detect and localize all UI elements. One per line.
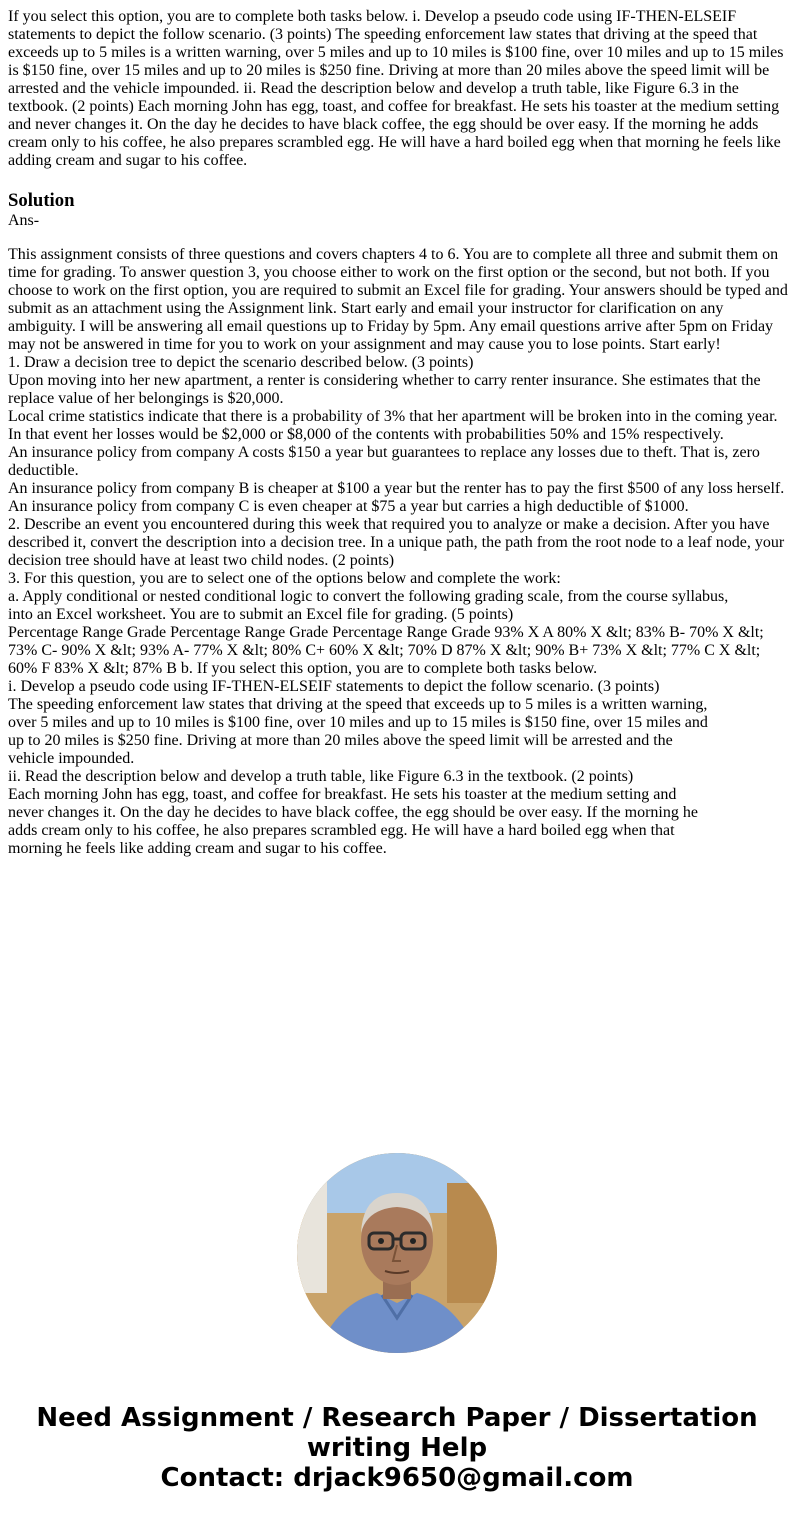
contact-banner (0, 1403, 794, 1493)
solution-line: up to 20 miles is $250 fine. Driving at more than 20 miles above the speed limit will be arrested and the (8, 732, 673, 749)
solution-line: never changes it. On the day he decides to have black coffee, the egg should be over easy. If the morning he (8, 804, 698, 821)
solution-line: vehicle impounded. (8, 750, 135, 767)
solution-body (8, 246, 788, 858)
solution-line: into an Excel worksheet. You are to submit an Excel file for grading. (5 points) (8, 606, 514, 623)
answer-label: Ans- (8, 212, 40, 229)
contact-email: Contact: drjack9650@gmail.com (160, 1463, 634, 1493)
solution-line: a. Apply conditional or nested conditional logic to convert the following grading scale, from the course syllabus, (8, 588, 729, 605)
banner-line: Need Assignment / Research Paper / Dissertation (36, 1403, 758, 1433)
solution-line: submit as an attachment using the Assignment link. Start early and email your instructor for clarification on any ambiguity. I will be answering all email questions up to Friday by 5pm. Any email questions arrive after 5pm on Friday may not be answered in time for you to work on your assignment and may cause you to lose points. Start early! (8, 300, 774, 353)
solution-line: i. Develop a pseudo code using IF-THEN-ELSEIF statements to depict the follow scenario. (3 points) (8, 678, 660, 695)
solution-line: Each morning John has egg, toast, and coffee for breakfast. He sets his toaster at the medium setting and (8, 786, 677, 803)
solution-line: An insurance policy from company B is cheaper at $100 a year but the renter has to pay the first $500 of any loss herself. An insurance policy from company C is even cheaper at $75 a year but carries a high deductible of $1000. (8, 480, 785, 515)
solution-line: An insurance policy from company A costs $150 a year but guarantees to replace any losses due to theft. That is, zero deductible. (8, 444, 760, 479)
banner-line: writing Help (306, 1433, 488, 1463)
solution-line: 1. Draw a decision tree to depict the scenario described below. (3 points) (8, 354, 474, 371)
solution-line: ii. Read the description below and develop a truth table, like Figure 6.3 in the textbook. (2 points) (8, 768, 634, 785)
solution-line: This assignment consists of three questions and covers chapters 4 to 6. You are to complete all three and submit them on time for grading. To answer question 3, you choose either to work on the first option or the second, but not both. If you choose to work on the first option, you are required to submit an Excel file for grading. Your answers should be typed and (8, 246, 788, 299)
solution-line: over 5 miles and up to 10 miles is $100 fine, over 10 miles and up to 15 miles is $150 fine, over 15 miles and (8, 714, 708, 731)
solution-line: adds cream only to his coffee, he also prepares scrambled egg. He will have a hard boiled egg when that (8, 822, 675, 839)
solution-line: The speeding enforcement law states that driving at the speed that exceeds up to 5 miles is a written warning, (8, 696, 708, 713)
solution-heading: Solution (8, 190, 75, 211)
author-photo (297, 1153, 497, 1353)
solution-line: 2. Describe an event you encountered during this week that required you to analyze or make a decision. After you have described it, convert the description into a decision tree. In a unique path, the path from the root node to a leaf node, your decision tree should have at least two child nodes. (2 points) (8, 516, 785, 569)
solution-line: morning he feels like adding cream and sugar to his coffee. (8, 840, 387, 857)
solution-line: Local crime statistics indicate that there is a probability of 3% that her apartment will be broken into in the coming year. In that event her losses would be $2,000 or $8,000 of the contents with probabilities 50% and 15% respectively. (8, 408, 778, 443)
person-portrait-icon (297, 1153, 497, 1353)
solution-line: 3. For this question, you are to select one of the options below and complete the work: (8, 570, 561, 587)
solution-line: Percentage Range Grade Percentage Range Grade Percentage Range Grade 93% X A 80% X &lt; 83% B- 70% X &lt; 73% C- 90% X &lt; 93% A- 77% X &lt; 80% C+ 60% X &lt; 70% D 87% X &lt; 90% B+ 73% X &lt; 77% C X &lt; 60% F 83% X &lt; 87% B b. If you select this option, you are to complete both tasks below. (8, 624, 764, 677)
solution-line: Upon moving into her new apartment, a renter is considering whether to carry renter insurance. She estimates that the replace value of her belongings is $20,000. (8, 372, 761, 407)
main-content (8, 8, 788, 858)
question-text: If you select this option, you are to complete both tasks below. i. Develop a pseudo code using IF-THEN-ELSEIF statements to depict the follow scenario. (3 points) The speeding enforcement law states that driving at the speed that exceeds up to 5 miles is a written warning, over 5 miles and up to 10 miles is $100 fine, over 10 miles and up to 15 miles is $150 fine, over 15 miles and up to 20 miles is $250 fine. Driving at more than 20 miles above the speed limit will be arrested and the vehicle impounded. ii. Read the description below and develop a truth table, like Figure 6.3 in the textbook. (2 points) Each morning John has egg, toast, and coffee for breakfast. He sets his toaster at the medium setting and never changes it. On the day he decides to have black coffee, the egg should be over easy. If the morning he adds cream only to his coffee, he also prepares scrambled egg. He will have a hard boiled egg when that morning he feels like adding cream and sugar to his coffee. (8, 8, 784, 169)
